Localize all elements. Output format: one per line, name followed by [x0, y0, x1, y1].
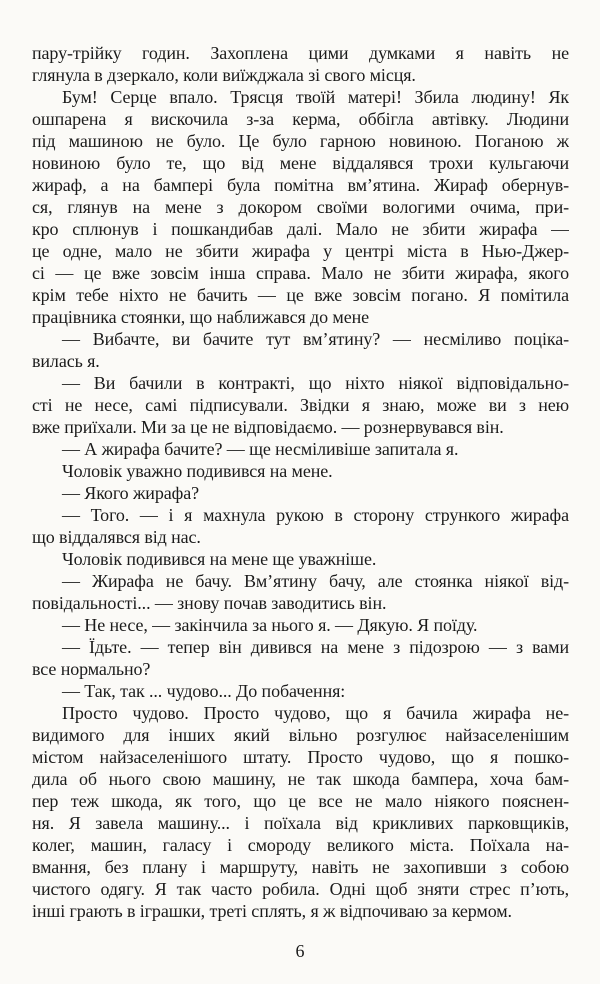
page-number: 6 — [295, 941, 305, 961]
text-line: — Вибачте, ви бачите тут вм’ятину? — несміливо поціка- — [62, 329, 569, 349]
text-line: вилась я. — [32, 351, 100, 371]
text-line: — Так, так ... чудово... До побачення: — [62, 681, 346, 701]
text-line: працівника стоянки, що наближався до мене — [32, 307, 370, 327]
text-line: — Ви бачили в контракті, що ніхто ніякої відповідально- — [62, 373, 569, 393]
text-line: сті не несе, самі підписували. Звідки я знаю, може ви з нею — [32, 395, 569, 415]
text-line: глянула в дзеркало, коли виїжджала зі свого місця. — [32, 65, 416, 85]
page-text — [32, 42, 569, 922]
text-line: крім тебе ніхто не бачить — це вже зовсім погано. Я помітила — [32, 285, 569, 305]
text-line: все нормально? — [32, 659, 151, 679]
text-line: жираф, а на бампері була помітна вм’ятина. Жираф обернув- — [32, 175, 569, 195]
text-line: дила об нього свою машину, не так шкода бампера, хоча бам- — [32, 769, 569, 789]
text-line: — Якого жирафа? — [62, 483, 199, 503]
text-line: — Того. — і я махнула рукою в сторону стрункого жирафа — [62, 505, 569, 525]
text-line: вже приїхали. Ми за це не відповідаємо. — рознервувався він. — [32, 417, 504, 437]
text-line: ошпарена я вискочила з-за керма, оббігла автівку. Людини — [32, 109, 569, 129]
text-line: містом найзаселенішого штату. Просто чудово, що я пошко- — [32, 747, 569, 767]
text-line: — Їдьте. — тепер він дивився на мене з підозрою — з вами — [62, 637, 569, 657]
text-line: Бум! Серце впало. Трясця твоїй матері! Збила людину! Як — [62, 87, 569, 107]
text-line: колег, машин, галасу і смороду великого міста. Поїхала на- — [32, 835, 569, 855]
text-line: інші грають в іграшки, треті сплять, я ж відпочиваю за кермом. — [32, 901, 512, 921]
text-line: кро сплюнув і пошкандибав далі. Мало не збити жирафа — — [32, 219, 569, 239]
text-line: новиною було те, що від мене віддалявся трохи кульгаючи — [32, 153, 569, 173]
text-line: чистого одягу. Я так часто робила. Одні щоб зняти стрес п’ють, — [32, 879, 569, 899]
text-line: — Не несе, — закінчила за нього я. — Дякую. Я поїду. — [62, 615, 478, 635]
text-line: це одне, мало не збити жирафа у центрі міста в Нью-Джер- — [32, 241, 569, 261]
text-line: що віддалявся від нас. — [32, 527, 201, 547]
text-line: повідальності... — знову почав заводитись він. — [32, 593, 387, 613]
text-line: пару-трійку годин. Захоплена цими думками я навіть не — [32, 43, 569, 63]
text-line: вмання, без плану і маршруту, навіть не захопивши з собою — [32, 857, 569, 877]
text-line: пер теж шкода, як того, що це все не мало ніякого пояснен- — [32, 791, 569, 811]
text-line: Чоловік подивився на мене ще уважніше. — [62, 549, 377, 569]
text-line: під машиною не було. Це було гарною новиною. Поганою ж — [32, 131, 569, 151]
text-line: ся, глянув на мене з докором своїми вологими очима, при- — [32, 197, 569, 217]
text-line: Чоловік уважно подивився на мене. — [62, 461, 333, 481]
text-line: видимого для інших який вільно розгулює найзаселенішим — [32, 725, 569, 745]
text-line: — Жирафа не бачу. Вм’ятину бачу, але стоянка ніякої від- — [62, 571, 569, 591]
text-line: ня. Я завела машину... і поїхала від крикливих парковщиків, — [32, 813, 569, 833]
text-line: — А жирафа бачите? — ще несміливіше запитала я. — [62, 439, 459, 459]
text-line: Просто чудово. Просто чудово, що я бачила жирафа не- — [62, 703, 569, 723]
text-line: сі — це вже зовсім інша справа. Мало не збити жирафа, якого — [32, 263, 569, 283]
